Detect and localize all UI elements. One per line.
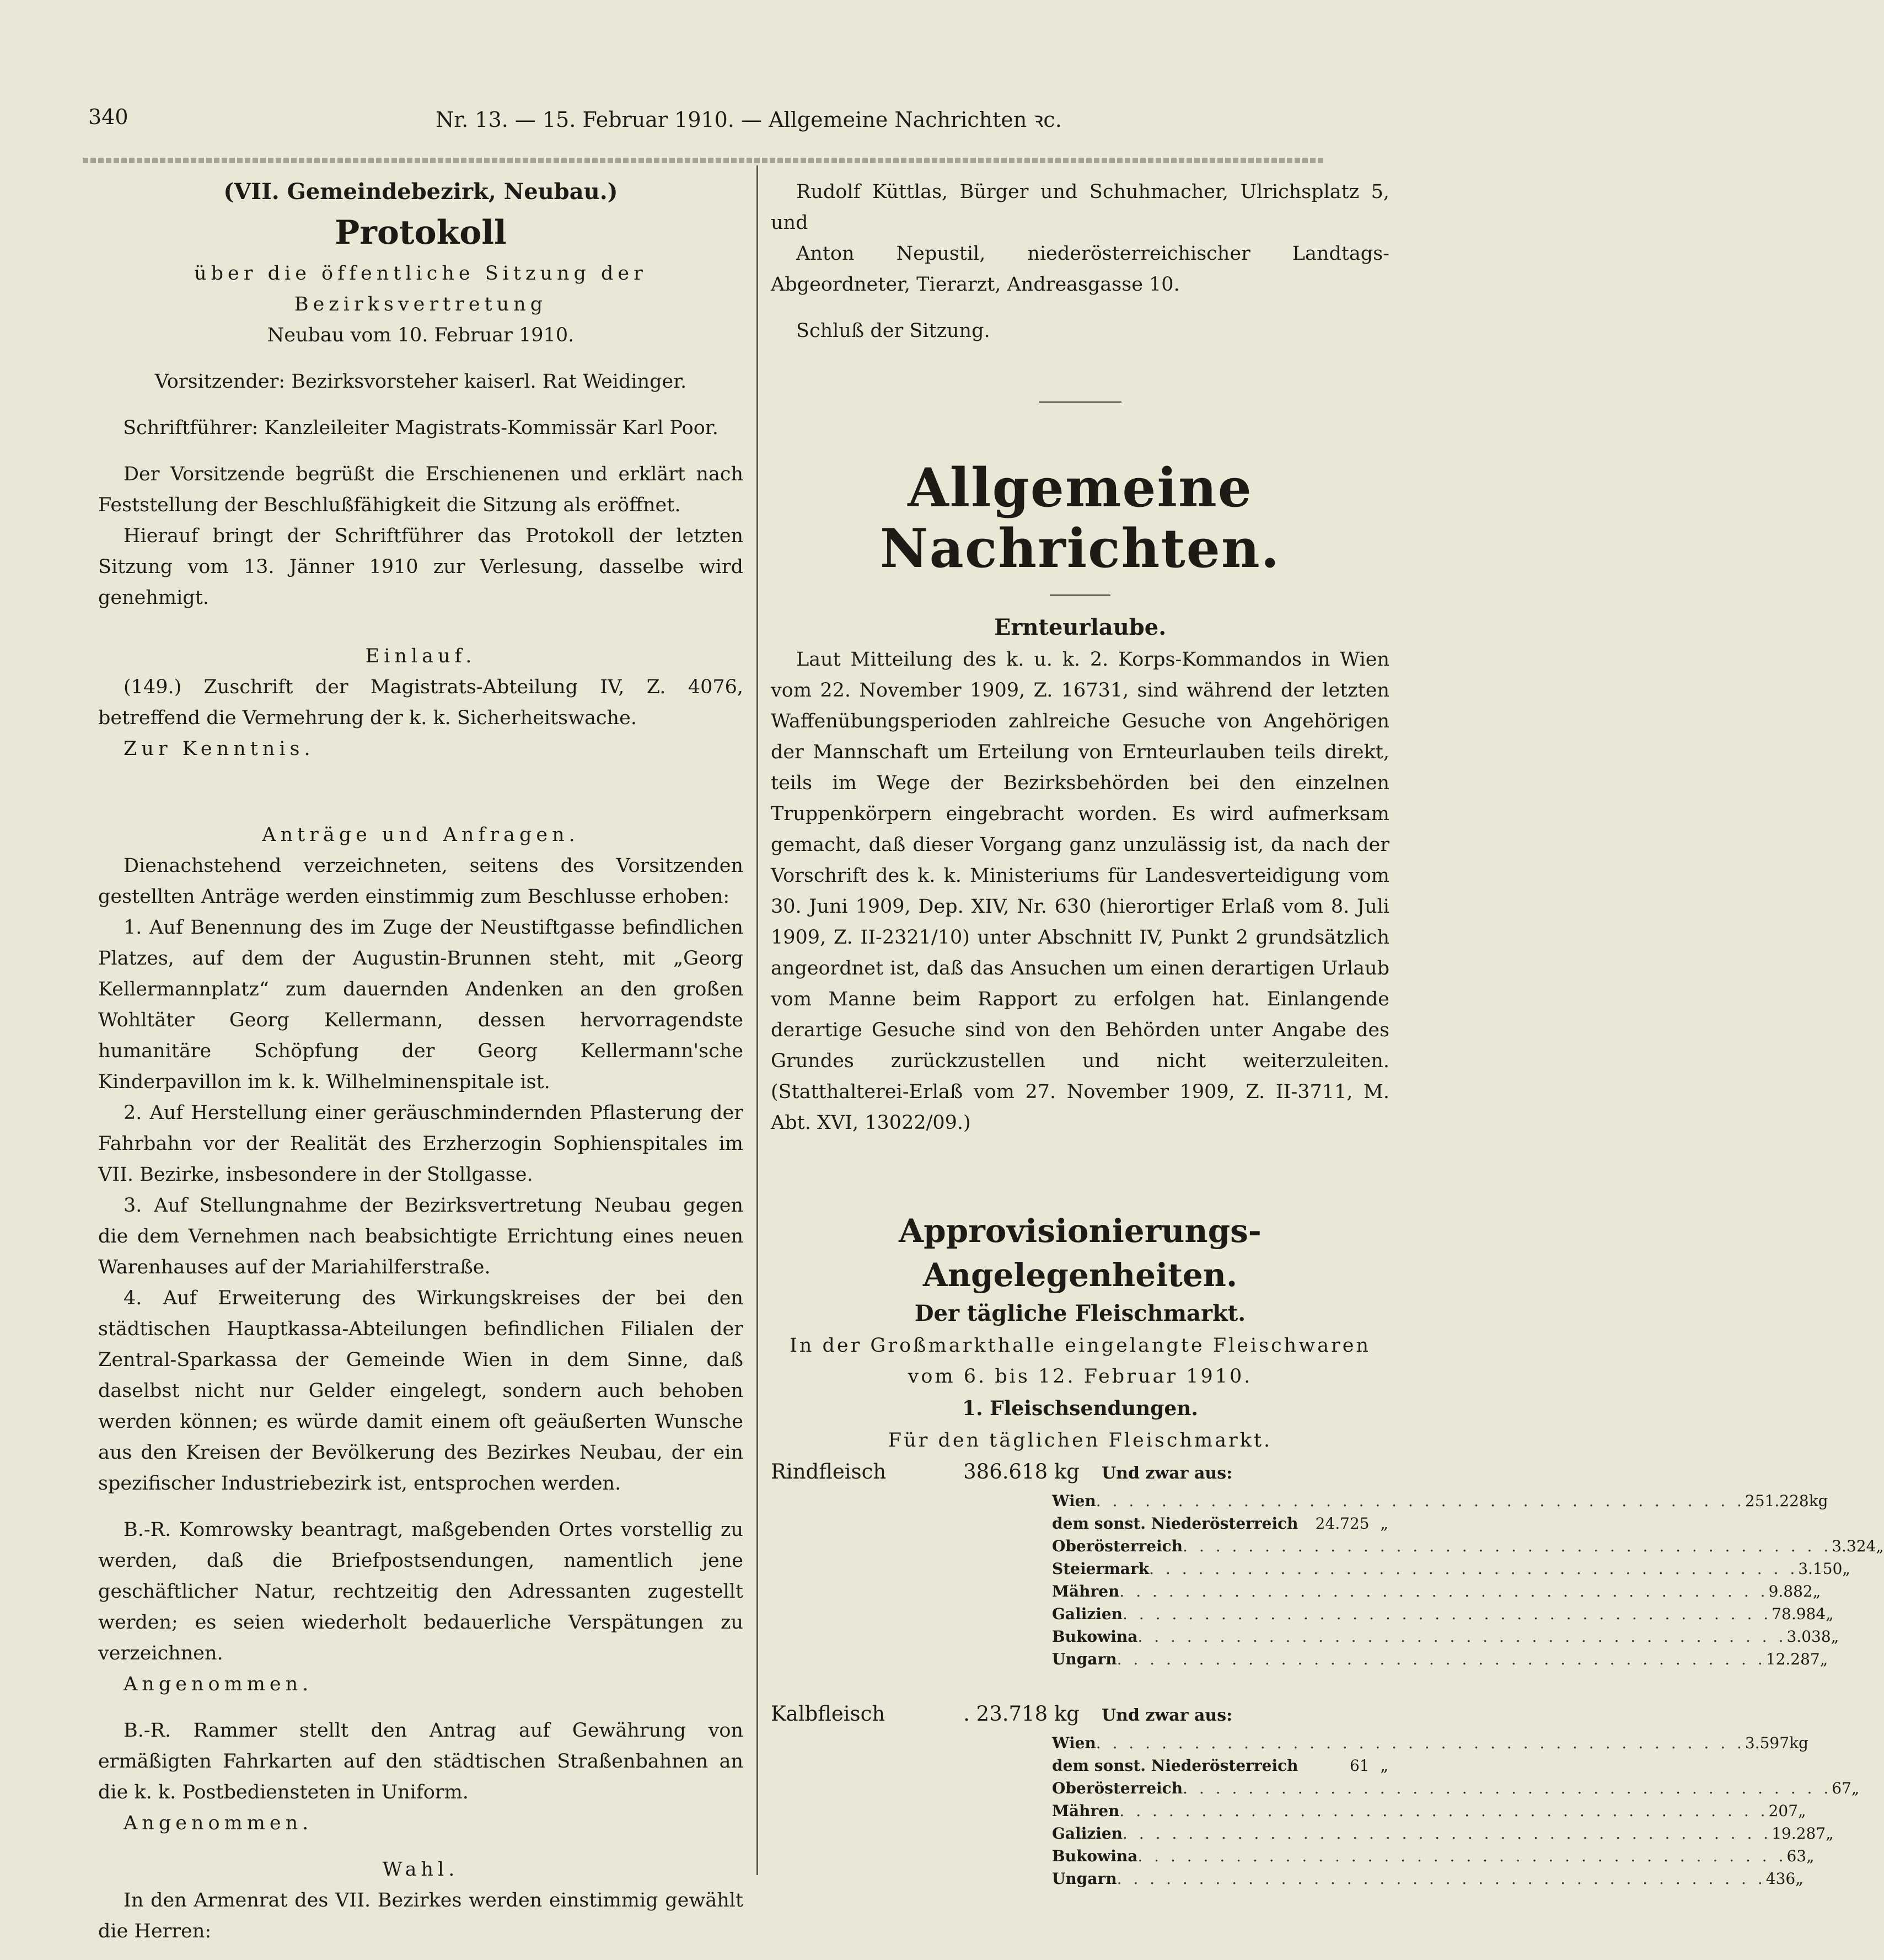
meat-origin-row [1052, 1535, 1884, 1557]
origin-unit: „ [1831, 1627, 1839, 1646]
leader-dots: . . . . . . . . . . . . . . . . . . . . . . . . . . . . . . . . . . . . . . . . [1119, 1582, 1769, 1600]
allgemeine-nachrichten-heading: Allgemeine Nachrichten. [879, 457, 1281, 580]
origin-region: Wien [1052, 1734, 1096, 1752]
origin-region: Oberösterreich [1052, 1779, 1183, 1797]
protocol-subtitle-1: über die öffentliche Sitzung der Bezirksvertretung [194, 263, 647, 315]
motion-item-4: 4. Auf Erweiterung des Wirkungskreises der bei den städtischen Hauptkassa-Abteilungen befindlichen Filialen der Zentral-Sparkassa der Gemeinde Wien in dem Sinne, daß daselbst nicht nur Gelder eingelegt, sondern auch behoben werden können; es würde damit einem oft geäußerten Wunsche aus den Kreisen der Bevölkerung des Bezirkes Neubau, der ein spezifischer Industriebezirk ist, entsprochen werden. [98, 1287, 743, 1495]
rindfleisch-total: 386.618 kg [963, 1460, 1080, 1484]
origin-unit: „ [1795, 1870, 1804, 1888]
meat-origin-row [1052, 1490, 1828, 1512]
origin-unit: kg [1808, 1492, 1828, 1510]
origin-amount: 12.287 [1765, 1650, 1820, 1668]
origin-amount: 61 [1349, 1756, 1370, 1775]
kalbfleisch-block [771, 1698, 1860, 1890]
origin-amount: 3.038 [1786, 1627, 1831, 1646]
ernteurlaube-text: Laut Mitteilung des k. u. k. 2. Korps-Kommandos in Wien vom 22. November 1909, Z. 16731, sind während der letzten Waffenübungsperioden zahlreiche Gesuche von Angehörigen der Mannschaft um Erteilung von Ernteurlauben teils direkt, teils im Wege der Bezirksbehörden bei den einzelnen Truppenkörpern eingebracht worden. Es wird aufmerksam gemacht, daß dieser Vorgang ganz unzulässig ist, da nach der Vorschrift des k. k. Ministeriums für Landesverteidigung vom 30. Juni 1909, Dep. XIV, Nr. 630 (hierortiger Erlaß vom 8. Juli 1909, Z. II-2321/10) unter Abschnitt IV, Punkt 2 grundsätzlich angeordnet ist, daß das Ansuchen um einen derartigen Urlaub vom Manne beim Rapport zu erfolgen hat. Einlangende derartige Gesuche sind von den Behörden unter Angabe des Grundes zurückzustellen und nicht weiterzuleiten. (Statthalterei-Erlaß vom 27. November 1909, Z. II-3711, M. Abt. XVI, 13022/09.) [771, 649, 1389, 1134]
origin-region: Steiermark [1052, 1560, 1150, 1578]
motion-item-2: 2. Auf Herstellung einer geräuschmindernden Pflasterung der Fahrbahn vor der Realität des Erzherzogin Sophienspitales im VII. Bezirke, insbesondere in der Stollgasse. [98, 1102, 743, 1186]
clerk-line: Schriftführer: Kanzleileiter Magistrats-Kommissär Karl Poor. [123, 417, 718, 439]
shipments-heading: 1. Fleischsendungen. [962, 1397, 1198, 1420]
header-rule [83, 158, 1323, 163]
origin-region: Wien [1052, 1492, 1096, 1510]
komrowsky-result: Angenommen. [124, 1673, 313, 1695]
wahl-text: In den Armenrat des VII. Bezirkes werden einstimmig gewählt die Herren: [98, 1889, 743, 1942]
origin-region: Bukowina [1052, 1627, 1138, 1646]
origin-region: Oberösterreich [1052, 1537, 1183, 1555]
daily-market-heading: Für den täglichen Fleischmarkt. [888, 1429, 1273, 1452]
meat-origin-row [1052, 1732, 1808, 1754]
approvisionierung-heading: Approvisionierungs-Angelegenheiten. [899, 1212, 1262, 1294]
running-header: Nr. 13. — 15. Februar 1910. — Allgemeine Nachrichten ꝛc. [436, 108, 1062, 132]
leader-dots: . . . . . . . . . . . . . . . . . . . . . . . . . . . . . . . . . . . . . . . . [1117, 1870, 1766, 1888]
antraege-intro: Dienachstehend verzeichneten, seitens des Vorsitzenden gestellten Anträge werden einstimmig zum Beschlusse erhoben: [98, 855, 743, 908]
origin-region: Mähren [1052, 1802, 1120, 1820]
origin-unit: „ [1851, 1779, 1860, 1797]
meat-origin-row [1052, 1822, 1834, 1845]
origin-region: Galizien [1052, 1605, 1123, 1623]
kalbfleisch-label: Kalbfleisch [771, 1702, 885, 1726]
motion-item-3: 3. Auf Stellungnahme der Bezirksvertretung Neubau gegen die dem Vernehmen nach beabsichtigte Errichtung eines neuen Warenhauses auf der Mariahilferstraße. [98, 1195, 743, 1278]
origin-unit: „ [1812, 1582, 1821, 1600]
wahl-heading: Wahl. [382, 1859, 459, 1881]
origin-region: Ungarn [1052, 1650, 1117, 1668]
session-closing: Schluß der Sitzung. [796, 320, 990, 342]
rindfleisch-label: Rindfleisch [771, 1460, 887, 1484]
origin-region: Bukowina [1052, 1847, 1138, 1865]
origin-unit: „ [1798, 1802, 1806, 1820]
meat-origin-row [1052, 1580, 1821, 1603]
chair-line: Vorsitzender: Bezirksvorsteher kaiserl. Rat Weidinger. [154, 371, 687, 393]
elected-name-2: Anton Nepustil, niederösterreichischer Landtags-Abgeordneter, Tierarzt, Andreasgasse 10. [771, 243, 1389, 296]
origin-amount: 63 [1786, 1847, 1807, 1865]
leader-dots: . . . . . . . . . . . . . . . . . . . . . . . . . . . . . . . . . . . . . . . . [1183, 1779, 1832, 1797]
origin-region: Ungarn [1052, 1870, 1117, 1888]
rindfleisch-block [771, 1456, 1884, 1670]
origin-amount: 9.882 [1768, 1582, 1813, 1600]
column-divider [756, 165, 758, 1875]
origin-amount: 3.597 [1745, 1734, 1790, 1752]
leader-dots: . . . . . . . . . . . . . . . . . . . . . . . . . . . . . . . . . . . . . . . . [1123, 1824, 1772, 1843]
origin-unit: „ [1819, 1650, 1828, 1668]
komrowsky-motion: B.-R. Komrowsky beantragt, maßgebenden Ortes vorstellig zu werden, daß die Briefpostsendungen, namentlich jene geschäftlicher Natur, rechtzeitig den Adressanten zugestellt werden; es seien wiederholt bedauerliche Verspätungen zu verzeichnen. [98, 1519, 743, 1664]
leader-dots: . . . . . . . . . . . . . . . . . . . . . . . . . . . . . . . . . . . . . . . . [1183, 1537, 1832, 1555]
origin-amount: 3.150 [1798, 1560, 1843, 1578]
left-column [98, 176, 743, 1947]
ernteurlaube-heading: Ernteurlaube. [994, 614, 1167, 640]
district-line: (VII. Gemeindebezirk, Neubau.) [223, 179, 618, 205]
leader-dots: . . . . . . . . . . . . . . . . . . . . . . . . . . . . . . . . . . . . . . . . [1149, 1560, 1799, 1578]
leader-dots: . . . . . . . . . . . . . . . . . . . . . . . . . . . . . . . . . . . . . . . . [1123, 1605, 1772, 1623]
origin-region: Galizien [1052, 1824, 1123, 1843]
kalbfleisch-total: . 23.718 kg [963, 1702, 1080, 1726]
origin-amount: 3.324 [1832, 1537, 1876, 1555]
rammer-result: Angenommen. [124, 1812, 313, 1834]
origin-unit: „ [1876, 1537, 1884, 1555]
meat-origin-row [1052, 1648, 1828, 1670]
fleischmarkt-heading: Der tägliche Fleischmarkt. [914, 1300, 1246, 1326]
origin-region: dem sonst. Niederösterreich [1052, 1756, 1298, 1775]
einlauf-result: Zur Kenntnis. [124, 738, 315, 760]
origin-unit: „ [1380, 1756, 1388, 1775]
meat-origin-row [1052, 1557, 1850, 1580]
antraege-heading: Anträge und Anfragen. [262, 824, 579, 846]
origin-unit: „ [1380, 1514, 1388, 1533]
opening-paragraph: Der Vorsitzende begrüßt die Erschienenen und erklärt nach Feststellung der Beschlußfähigkeit die Sitzung als eröffnet. [98, 463, 743, 516]
meat-origin-row [1052, 1625, 1839, 1648]
rindfleisch-und-zwar: Und zwar aus: [1102, 1464, 1233, 1483]
motion-item-1: 1. Auf Benennung des im Zuge der Neustiftgasse befindlichen Platzes, auf dem der Augustin-Brunnen steht, mit „Georg Kellermannplatz“ zum dauernden Andenken an den großen Wohltäter Georg Kellermann, dessen hervorragendste humanitäre Schöpfung der Georg Kellermann'sche Kinderpavillon im k. k. Wilhelminenspitale ist. [98, 917, 743, 1093]
leader-dots: . . . . . . . . . . . . . . . . . . . . . . . . . . . . . . . . . . . . . . . . [1117, 1650, 1766, 1668]
origin-unit: „ [1826, 1605, 1834, 1623]
leader-dots: . . . . . . . . . . . . . . . . . . . . . . . . . . . . . . . . . . . . . . . . [1096, 1734, 1745, 1752]
origin-unit: kg [1789, 1734, 1808, 1752]
protocol-subtitle-2: Neubau vom 10. Februar 1910. [267, 324, 575, 346]
origin-amount: 251.228 [1745, 1492, 1809, 1510]
meat-origin-row [1052, 1777, 1860, 1800]
elected-name-1: Rudolf Küttlas, Bürger und Schuhmacher, Ulrichsplatz 5, und [771, 181, 1389, 234]
meat-origin-row [1052, 1800, 1806, 1822]
leader-dots: . . . . . . . . . . . . . . . . . . . . . . . . . . . . . . . . . . . . . . . . [1137, 1627, 1787, 1646]
origin-unit: „ [1842, 1560, 1850, 1578]
leader-dots: . . . . . . . . . . . . . . . . . . . . . . . . . . . . . . . . . . . . . . . . [1137, 1847, 1787, 1865]
origin-amount: 67 [1832, 1779, 1851, 1797]
rammer-motion: B.-R. Rammer stellt den Antrag auf Gewährung von ermäßigten Fahrkarten auf den städtischen Straßenbahnen an die k. k. Postbediensteten in Uniform. [98, 1720, 743, 1803]
origin-unit: „ [1806, 1847, 1815, 1865]
meat-origin-row [1052, 1754, 1388, 1777]
einlauf-heading: Einlauf. [365, 645, 476, 667]
right-column [771, 176, 1884, 1890]
protocol-title: Protokoll [335, 213, 507, 252]
page-number: 340 [88, 105, 128, 129]
meat-origin-row [1052, 1603, 1834, 1625]
leader-dots: . . . . . . . . . . . . . . . . . . . . . . . . . . . . . . . . . . . . . . . . [1096, 1492, 1745, 1510]
origin-amount: 207 [1768, 1802, 1799, 1820]
minutes-paragraph: Hierauf bringt der Schriftführer das Protokoll der letzten Sitzung vom 13. Jänner 1910 zur Verlesung, dasselbe wird genehmigt. [98, 525, 743, 609]
origin-unit: „ [1826, 1824, 1834, 1843]
origin-region: Mähren [1052, 1582, 1120, 1600]
origin-amount: 78.984 [1772, 1605, 1826, 1623]
leader-dots: . . . . . . . . . . . . . . . . . . . . . . . . . . . . . . . . . . . . . . . . [1119, 1802, 1769, 1820]
einlauf-text: (149.) Zuschrift der Magistrats-Abteilung IV, Z. 4076, betreffend die Vermehrung der k. k. Sicherheitswache. [98, 676, 743, 729]
meat-origin-row [1052, 1512, 1388, 1535]
origin-amount: 24.725 [1315, 1514, 1370, 1533]
kalbfleisch-und-zwar: Und zwar aus: [1102, 1706, 1233, 1725]
origin-amount: 436 [1765, 1870, 1796, 1888]
meat-origin-row [1052, 1867, 1804, 1890]
meat-origin-row [1052, 1845, 1815, 1867]
origin-amount: 19.287 [1772, 1824, 1826, 1843]
origin-region: dem sonst. Niederösterreich [1052, 1514, 1298, 1533]
market-intro: In der Großmarkthalle eingelangte Fleischwaren vom 6. bis 12. Februar 1910. [789, 1335, 1371, 1388]
